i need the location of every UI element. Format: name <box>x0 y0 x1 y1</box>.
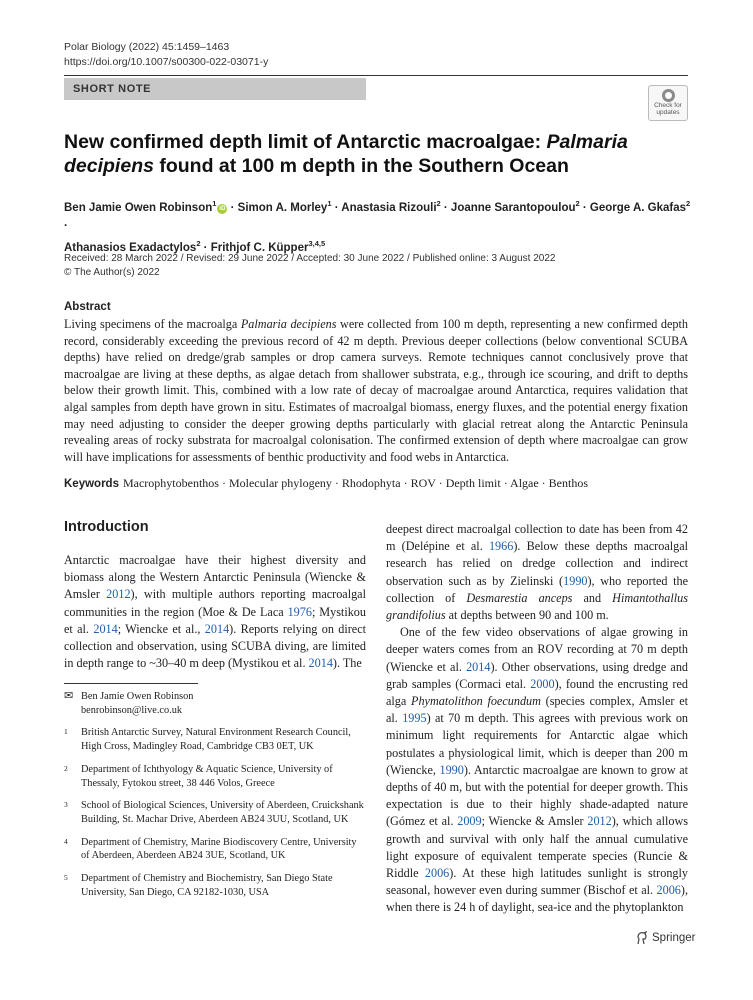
abstract-heading: Abstract <box>64 301 111 313</box>
citation-link[interactable]: 1995 <box>402 711 427 726</box>
doi-link[interactable]: https://doi.org/10.1007/s00300-022-03071-y <box>64 56 269 68</box>
affiliation: 1 British Antarctic Survey, Natural Environment Research Council, High Cross, Madingley Road, Cambridge CB3 0ET, UK <box>64 727 351 753</box>
citation-link[interactable]: 1976 <box>287 604 312 619</box>
article-title: New confirmed depth limit of Antarctic macroalgae: Palmaria decipiens found at 100 m depth in the Southern Ocean <box>64 131 628 177</box>
publication-dates: Received: 28 March 2022 / Revised: 29 June 2022 / Accepted: 30 June 2022 / Published online: 3 August 2022 © The Author(s) 2022 <box>64 253 556 278</box>
keywords-list: Macrophytobenthos · Molecular phylogeny · Rhodophyta · ROV · Depth limit · Algae · Benthos <box>122 476 589 490</box>
journal-citation: Polar Biology (2022) 45:1459–1463 <box>64 41 230 53</box>
citation-link[interactable]: 2014 <box>308 656 333 671</box>
affiliation: 2 Department of Ichthyology & Aquatic Science, University of Thessaly, Fytokou street, 38 446 Volos, Greece <box>64 763 333 789</box>
paragraph: One of the few video observations of algae growing in deeper waters comes from an ROV recording at 70 m depth (Wiencke et al. 2014). Other observations, using dredge and grab samples (Cormaci etal. 2000), found the encrusting red alga Phymatolithon foecundum (species complex, Amsler et al. 1995) at 70 m depth. This agrees with previous work on minimum light requirements for Antarctic algae which postulates a physiological limit, which is deeper than 200 m (Wiencke, 1990). Antarctic macroalgae are known to grow at depths of 40 m, but with the potential for deeper growth. This expectation is due to their highly shade-adapted nature (Gómez et al. 2009; Wiencke & Amsler 2012), which allows growth and survival with only half the annual cumulative light exposure of equivalent temperate species (Runcie & Riddle 2006). At these high latitudes sunlight is strongly seasonal, however even during summer (Bischof et al. 2006), when there is 24 h of daylight, sea-ice and the phytoplankton <box>386 625 689 915</box>
author[interactable]: Athanasios Exadactylos$^2$ <box>64 238 201 254</box>
author[interactable]: Frithjof C. Küpper$^{3,4,5}$ <box>210 238 326 254</box>
springer-horse-icon <box>635 931 648 945</box>
keywords <box>64 475 688 492</box>
body-column-left <box>64 552 366 672</box>
body-column-right <box>386 521 688 917</box>
contact-email[interactable]: benrobinson@live.co.uk <box>81 704 182 716</box>
affiliation: 4 Department of Chemistry, Marine Biodiscovery Centre, University of Aberdeen, Aberdeen AB24 3UE, Scotland, UK <box>64 836 357 862</box>
article-type-banner: SHORT NOTE <box>64 78 366 100</box>
citation-link[interactable]: 2006 <box>656 883 681 898</box>
check-for-updates-badge[interactable]: Check for updates <box>648 85 688 121</box>
envelope-icon: ✉ <box>64 690 74 702</box>
publisher-name: Springer <box>652 932 696 944</box>
citation-link[interactable]: 1966 <box>488 539 514 554</box>
footnote-rule <box>64 683 198 684</box>
citation-link[interactable]: 1990 <box>439 762 464 777</box>
affiliation: 3 School of Biological Sciences, University of Aberdeen, Cruickshank Building, St. Machar Drive, Aberdeen AB24 3UU, Scotland, UK <box>64 800 364 825</box>
author-list: Ben Jamie Owen Robinson$^1$iD · Simon A. Morley$^1$ · Anastasia Rizouli$^2$ · Joanne Sarantopoulou$^2$ · George A. Gkafas$^2$ · Athanasios Exadactylos$^2$ · Frithjof C. Küpper$^{3,4,5}$ <box>64 199 691 254</box>
author[interactable]: Joanne Sarantopoulou$^2$ <box>450 199 580 214</box>
keywords-heading: Keywords <box>64 478 119 490</box>
running-header <box>64 40 268 70</box>
citation-link[interactable]: 2012 <box>106 587 131 602</box>
check-updates-icon <box>662 89 675 102</box>
affiliation: 5 Department of Chemistry and Biochemistry, San Diego State University, San Diego, CA 92182-1030, USA <box>64 873 333 898</box>
abstract-text: Living specimens of the macroalga Palmaria decipiens were collected from 100 m depth, representing a new confirmed depth record, considerably exceeding the previous record of 42 m depth. Previous deeper collections (below conventional SCUBA depths) have relied on dredge/grab samples or drop camera surveys. Remote techniques cannot conclusively prove that macroalgae are living at these depths, as algae detach from shallower substrata, e.g., through ice scouring, and drift to depths below their growth limit. This, combined with a low rate of decay of macroalgae around Antarctica, requires validation that algal samples from depth have grown in situ. Estimates of macroalgal biomass, energy fluxes, and the potential energy fixation may need adjusting to consider the deeper growing depths particularly with glacial retreat along the Antarctic Peninsula revealing areas of rocky substrata for macroalgal colonisation. The confirmed extension of depth where macroalgae can grow will have implications for assessments of benthic productivity and food webs in Antarctica. <box>64 317 688 464</box>
citation-link[interactable]: 2000 <box>530 676 555 691</box>
citation-link[interactable]: 2014 <box>93 621 118 636</box>
author[interactable]: Ben Jamie Owen Robinson$^1$iD <box>64 199 226 214</box>
citation-link[interactable]: 2014 <box>204 621 230 636</box>
author[interactable]: Simon A. Morley$^1$ <box>237 199 332 214</box>
publisher-logo <box>635 931 695 945</box>
citation-link[interactable]: 2014 <box>466 659 491 674</box>
paragraph: Antarctic macroalgae have their highest diversity and biomass along the Western Antarctic Peninsula (Wiencke & Amsler 2012), with multiple authors reporting macroalgal communities in the region (Moe & De Laca 1976; Mystikou et al. 2014; Wiencke et al., 2014). Reports relying on direct collection and observation, using SCUBA diving, are limited in depth range to ~30–40 m deep (Mystikou et al. 2014). The <box>64 553 367 671</box>
introduction-heading: Introduction <box>64 519 149 535</box>
header-rule <box>64 75 688 76</box>
citation-link[interactable]: 2012 <box>587 814 612 829</box>
author[interactable]: George A. Gkafas$^2$ <box>589 199 691 214</box>
orcid-icon[interactable]: iD <box>219 205 226 212</box>
affiliations <box>64 690 364 908</box>
citation-link[interactable]: 1990 <box>563 573 588 588</box>
citation-link[interactable]: 2009 <box>457 814 482 829</box>
author[interactable]: Anastasia Rizouli$^2$ <box>341 199 441 214</box>
corresponding-author <box>64 690 364 717</box>
paragraph: deepest direct macroalgal collection to date has been from 42 m (Delépine et al. 1966). Below these depths macroalgal research has relied on dredge collection and indirect observation such as by Zielinski (1990), who reported the collection of Desmarestia anceps and Himantothallus grandifolius at depths between 90 and 100 m. <box>386 522 688 623</box>
contact-name: Ben Jamie Owen Robinson <box>81 691 194 702</box>
citation-link[interactable]: 2006 <box>424 866 450 881</box>
